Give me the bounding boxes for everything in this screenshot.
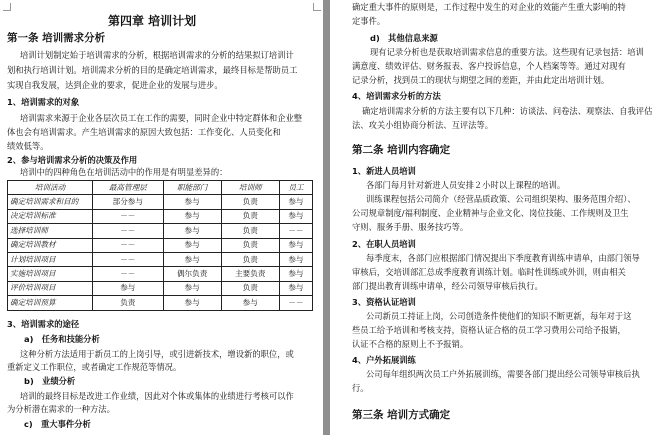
paragraph-line: 训练课程包括公司简介（经营品质政策、公司组织架构、服务范围介绍）、 — [366, 194, 636, 204]
subsection-b-title: b) 业绩分析 — [24, 376, 76, 386]
paragraph-line: 培训的最终目标是改进工作业绩，因此对个体或集体的业绩进行考核可以作 — [20, 391, 294, 401]
table-cell: 参与 — [163, 296, 221, 310]
table-cell: －－ — [279, 296, 312, 310]
table-cell: 确定培训预算 — [8, 296, 93, 310]
table-row — [8, 252, 313, 266]
table-row — [8, 238, 313, 252]
table-header-cell: 培训师 — [221, 181, 279, 195]
paragraph-line: 部门提出教育训练申请单，经公司领导审核后执行。 — [352, 281, 543, 291]
table-header-cell: 员工 — [279, 181, 312, 195]
training-roles-table — [7, 180, 313, 311]
paragraph-line: 重新定义工作职位，或者确定工作规范等情况。 — [7, 362, 182, 372]
table-cell: 负责 — [93, 296, 164, 310]
table-header-cell: 最高管理层 — [93, 181, 164, 195]
table-cell: 参与 — [279, 252, 312, 266]
table-cell: －－ — [93, 238, 164, 252]
paragraph-line: 记录分析，找到员工的现状与期望之间的差距，并由此定出培训计划。 — [352, 75, 610, 85]
table-cell: 参与 — [279, 195, 312, 209]
content-3-title: 3、资格认证培训 — [352, 297, 416, 307]
paragraph-line: 确定重大事件的原则是，工作过程中发生的对企业的效能产生重大影响的特 — [352, 2, 626, 12]
section-4-title: 4、培训需求分析的方法 — [352, 91, 441, 101]
content-4-title: 4、户外拓展训练 — [352, 355, 416, 365]
paragraph-line: 定事件。 — [352, 16, 386, 26]
table-cell: 参与 — [279, 238, 312, 252]
table-cell: 参与 — [221, 296, 279, 310]
table-cell: 参与 — [279, 267, 312, 281]
table-cell: 参与 — [163, 252, 221, 266]
paragraph-line: 培训需求来源于企业各层次员工在工作的需要，同时企业中特定群体和企业整 — [20, 113, 303, 123]
article-2-title: 第二条 培训内容确定 — [352, 144, 451, 156]
paragraph-line: 培训中的四种角色在培训活动中的作用是有明显差异的： — [20, 167, 228, 177]
paragraph-line: 每季度末，各部门应根据部门情况提出下季度教育训练申请单，由部门领导 — [366, 253, 640, 263]
page-gutter — [323, 0, 330, 435]
paragraph-line: 划和执行培训计划。培训需求分析的目的是确定培训需求，最终目标是帮助员工 — [7, 65, 298, 75]
paragraph-line: 体也会有培训需求。产生培训需求的原因大致包括：工作变化、人员变化和 — [7, 127, 281, 137]
table-cell: 负责 — [221, 281, 279, 295]
article-1-title: 第一条 培训需求分析 — [7, 32, 106, 44]
document-page-left — [0, 0, 323, 435]
table-cell: 确定培训需求和目的 — [8, 195, 93, 209]
paragraph-line: 审核后，交培训部汇总成季度教育训练计划。临时性训练或外训，则由相关 — [352, 267, 626, 277]
chapter-title: 第四章 培训计划 — [108, 14, 197, 28]
content-1-title: 1、新进人员培训 — [352, 166, 416, 176]
table-cell: －－ — [279, 224, 312, 238]
table-cell: －－ — [93, 267, 164, 281]
table-cell: 实施培训项目 — [8, 267, 93, 281]
table-cell: 负责 — [221, 252, 279, 266]
table-cell: 部分参与 — [93, 195, 164, 209]
table-header-row — [8, 181, 313, 195]
paragraph-line: 实现自我发展，达到企业的要求，促进企业的发展与进步。 — [7, 80, 223, 90]
table-row — [8, 267, 313, 281]
table-cell: 主要负责 — [221, 267, 279, 281]
paragraph-line: 法、攻关小组协商分析法、互评法等。 — [352, 120, 494, 130]
table-cell: －－ — [93, 224, 164, 238]
paragraph-line: 确定培训需求分析的方法主要有以下几种：访谈法、问卷法、观察法、自我评估 — [362, 106, 653, 116]
table-cell: 偶尔负责 — [163, 267, 221, 281]
table-cell: 参与 — [163, 238, 221, 252]
table-cell: 参与 — [279, 281, 312, 295]
table-row — [8, 209, 313, 223]
table-row — [8, 224, 313, 238]
page-corner-mark — [313, 3, 321, 11]
content-2-title: 2、在职人员培训 — [352, 239, 416, 249]
table-row — [8, 296, 313, 310]
table-cell: 负责 — [221, 238, 279, 252]
table-cell: 负责 — [221, 224, 279, 238]
paragraph-line: 现有记录分析也是获取培训需求信息的重要方法。这些现有记录包括：培训 — [370, 47, 644, 57]
paragraph-line: 些员工给予培训和考核支持，资格认证合格的员工学习费用公司给予报销， — [352, 325, 626, 335]
section-3-title: 3、培训需求的途径 — [7, 319, 80, 329]
table-cell: 参与 — [163, 281, 221, 295]
table-cell: 参与 — [93, 281, 164, 295]
document-page-right — [330, 0, 670, 435]
paragraph-line: 公司每年组织两次员工户外拓展训练，需要各部门提出经公司领导审核后执 — [366, 369, 640, 379]
subsection-c-title: c) 重大事件分析 — [24, 419, 91, 429]
table-cell: 负责 — [221, 195, 279, 209]
paragraph-line: 各部门每月针对新进人员安排２小时以上课程的培训。 — [366, 180, 566, 190]
table-row — [8, 195, 313, 209]
table-cell: 参与 — [163, 209, 221, 223]
subsection-d-title: d) 其他信息来源 — [370, 33, 438, 43]
paragraph-line: 认证不合格的原则上不予报销。 — [352, 339, 469, 349]
table-header-cell: 培训活动 — [8, 181, 93, 195]
table-cell: 计划培训项目 — [8, 252, 93, 266]
table-row — [8, 281, 313, 295]
table-cell: －－ — [93, 252, 164, 266]
table-cell: 参与 — [163, 224, 221, 238]
section-2-title: 2、参与培训需求分析的决策及作用 — [7, 155, 138, 165]
table-cell: 负责 — [221, 209, 279, 223]
subsection-a-title: a) 任务和技能分析 — [24, 334, 100, 344]
table-cell: 选择培训师 — [8, 224, 93, 238]
table-cell: －－ — [93, 209, 164, 223]
paragraph-line: 满意度、绩效评估、财务报表、客户投诉信息，个人档案等等。通过对现有 — [352, 61, 626, 71]
paragraph-line: 这种分析方法适用于新员工的上岗引导，或引进新技术，增设新的职位，或 — [20, 349, 294, 359]
table-cell: 决定培训标准 — [8, 209, 93, 223]
table-cell: 评价培训项目 — [8, 281, 93, 295]
section-1-title: 1、培训需求的对象 — [7, 97, 80, 107]
paragraph-line: 行。 — [352, 383, 369, 393]
table-cell: 确定培训教材 — [8, 238, 93, 252]
paragraph-line: 公司规章制度/福利制度、企业精神与企业文化、岗位技能、工作规则及卫生 — [352, 208, 629, 218]
paragraph-line: 培训计划制定始于培训需求的分析，根据培训需求的分析的结果拟订培训计 — [20, 50, 294, 60]
table-header-cell: 职能部门 — [163, 181, 221, 195]
paragraph-line: 为分析潜在需求的一种方法。 — [7, 404, 115, 414]
article-3-title: 第三条 培训方式确定 — [352, 409, 451, 421]
table-cell: 参与 — [163, 195, 221, 209]
paragraph-line: 公司新员工持证上岗，公司创造条件使他们的知识不断更新，每年对于这 — [366, 311, 632, 321]
table-cell: 参与 — [279, 209, 312, 223]
paragraph-line: 守则、服务手册、服务技巧等。 — [352, 222, 469, 232]
page-corner-mark — [3, 3, 11, 11]
paragraph-line: 绩效低等。 — [7, 141, 49, 151]
